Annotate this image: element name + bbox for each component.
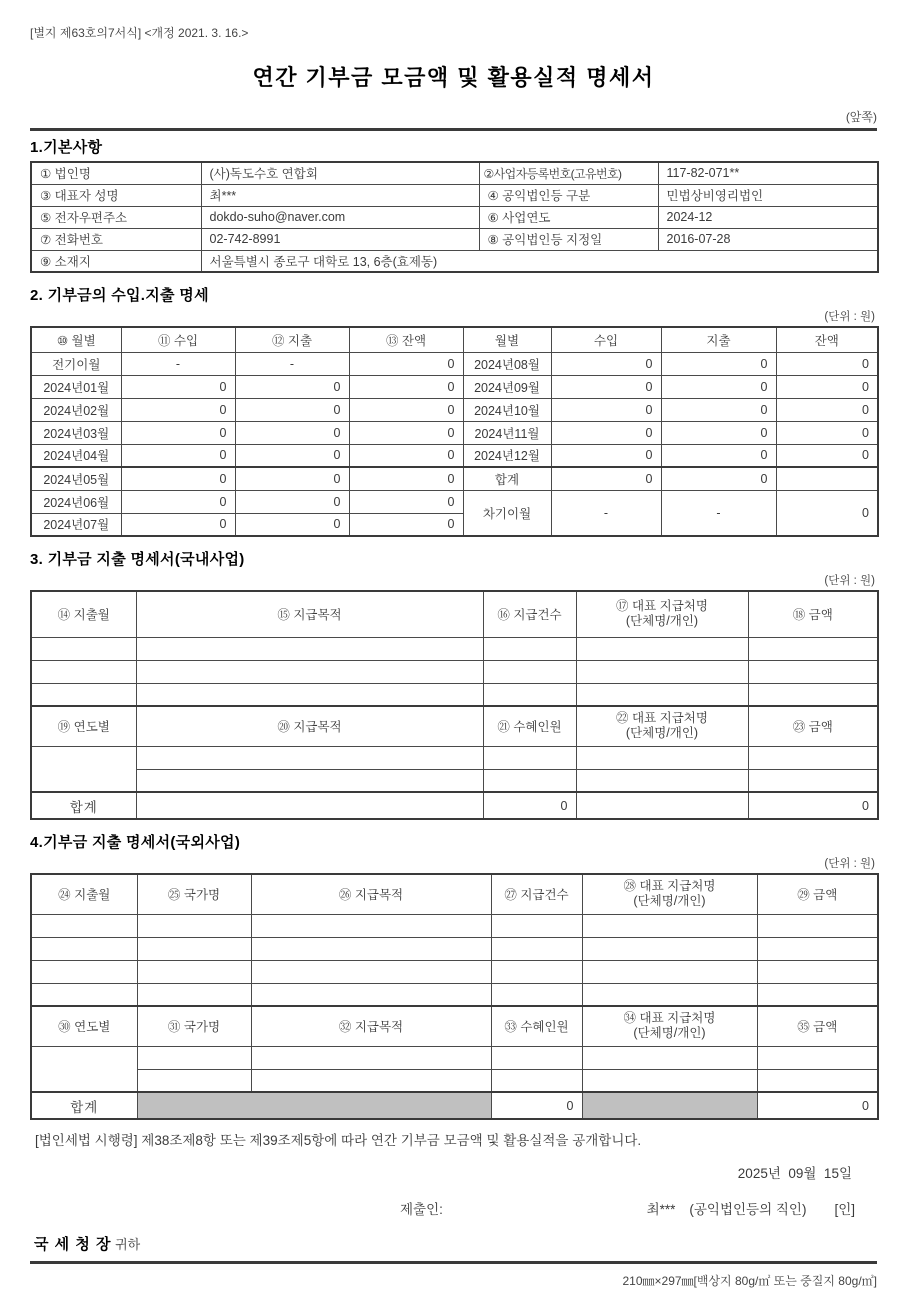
- payee-header: [582, 1006, 757, 1046]
- payee-header: [582, 874, 757, 914]
- payee-header-line2: (단체명/개인): [625, 726, 699, 741]
- designation-date-label: ⑧ 공익법인등 지정일: [479, 228, 658, 250]
- unit-label: (단위 : 원): [824, 575, 875, 587]
- empty-cell: [491, 983, 582, 1006]
- declaration-text: [법인세법 시행령] 제38조제8항 또는 제39조제5항에 따라 연간 기부금 모금액 및 활용실적을 공개합니다.: [35, 1133, 642, 1148]
- empty-cell: [31, 683, 136, 706]
- section2-title: 2. 기부금의 수입.지출 명세: [30, 287, 209, 304]
- expense-month-header: ㉔ 지출월: [31, 874, 137, 914]
- balance-cell: 0: [349, 490, 463, 513]
- biz-reg-no-label: ②사업자등록번호(고유번호): [479, 162, 658, 184]
- country-header: ㉛ 국가명: [137, 1006, 251, 1046]
- empty-cell: [137, 1069, 251, 1092]
- page-title: 연간 기부금 모금액 및 활용실적 명세서: [252, 65, 655, 90]
- seal-mark: [인]: [834, 1202, 855, 1217]
- empty-cell: [251, 1069, 491, 1092]
- total-amount-cell: 0: [748, 792, 878, 819]
- payment-purpose-header: ㉜ 지급목적: [251, 1006, 491, 1046]
- month-cell: 전기이월: [31, 352, 121, 375]
- email-value: dokdo-suho@naver.com: [201, 206, 479, 228]
- empty-cell: [251, 914, 491, 937]
- payee-header-line2: (단체명/개인): [625, 614, 699, 629]
- month-cell: 2024년02월: [31, 398, 121, 421]
- empty-cell: [576, 746, 748, 769]
- phone-label: ⑦ 전화번호: [31, 228, 201, 250]
- recipient-name: 국 세 청 장: [34, 1236, 112, 1253]
- empty-cell: [31, 983, 137, 1006]
- month-cell: 2024년11월: [463, 421, 551, 444]
- balance-cell: 0: [349, 421, 463, 444]
- table-row: [31, 683, 878, 706]
- empty-cell: [582, 983, 757, 1006]
- empty-cell: [137, 983, 251, 1006]
- balance-header: ⑬ 잔액: [349, 327, 463, 352]
- month-cell: 2024년07월: [31, 513, 121, 536]
- expense-cell: 0: [235, 444, 349, 467]
- income-expense-table: [30, 326, 879, 537]
- empty-cell: [491, 937, 582, 960]
- table-row: [31, 660, 878, 683]
- table-row: [31, 184, 878, 206]
- empty-cell: [582, 1046, 757, 1069]
- table-row: [31, 983, 878, 1006]
- payee-header-line2: (단체명/개인): [633, 894, 706, 909]
- month-cell: 2024년09월: [463, 375, 551, 398]
- biz-reg-no-value: 117-82-071**: [658, 162, 878, 184]
- front-side-label: (앞쪽): [845, 110, 877, 124]
- empty-cell: [251, 937, 491, 960]
- income-cell: 0: [551, 398, 661, 421]
- empty-cell: [483, 683, 576, 706]
- expense-cell: 0: [661, 444, 776, 467]
- empty-cell: [137, 1046, 251, 1069]
- month-header: ⑩ 월별: [31, 327, 121, 352]
- month-cell: 2024년01월: [31, 375, 121, 398]
- org-type-label: ④ 공익법인등 구분: [479, 184, 658, 206]
- table-row: [31, 1069, 878, 1092]
- expense-cell: 0: [661, 375, 776, 398]
- table-row: [31, 769, 878, 792]
- amount-header: ⑱ 금액: [748, 591, 878, 637]
- empty-cell: [137, 937, 251, 960]
- empty-cell: [137, 914, 251, 937]
- table-row: [31, 228, 878, 250]
- table-header-row: [31, 1006, 878, 1046]
- corp-name-label: ① 법인명: [31, 162, 201, 184]
- carryforward-label-cell: 차기이월: [463, 490, 551, 536]
- empty-cell: [757, 937, 878, 960]
- month-cell: 2024년03월: [31, 421, 121, 444]
- income-cell: 0: [551, 421, 661, 444]
- income-cell: 0: [121, 421, 235, 444]
- payment-count-header: ⑯ 지급건수: [483, 591, 576, 637]
- empty-cell: [136, 660, 483, 683]
- representative-value: 최***: [201, 184, 479, 206]
- expense-cell: 0: [235, 490, 349, 513]
- table-header-row: [31, 706, 878, 746]
- empty-cell: [483, 660, 576, 683]
- income-cell: 0: [551, 375, 661, 398]
- table-row: [31, 637, 878, 660]
- empty-cell: [136, 769, 483, 792]
- balance-cell: 0: [349, 467, 463, 490]
- empty-cell: [582, 914, 757, 937]
- table-row: [31, 398, 878, 421]
- income-cell: 0: [551, 444, 661, 467]
- empty-cell: [757, 983, 878, 1006]
- income-cell: 0: [121, 513, 235, 536]
- empty-cell: [582, 937, 757, 960]
- income-cell: 0: [121, 467, 235, 490]
- balance-cell: 0: [349, 375, 463, 398]
- table-row: [31, 746, 878, 769]
- income-cell: 0: [121, 375, 235, 398]
- submitter-row: [30, 1198, 877, 1218]
- empty-cell: [136, 746, 483, 769]
- balance-cell: 0: [349, 398, 463, 421]
- yearly-header: ㉚ 연도별: [31, 1006, 137, 1046]
- empty-cell: [576, 792, 748, 819]
- table-row: [31, 467, 878, 490]
- income-cell: 0: [551, 352, 661, 375]
- total-income-cell: 0: [551, 467, 661, 490]
- table-row: [31, 250, 878, 272]
- expense-header: 지출: [661, 327, 776, 352]
- recipient-row: [30, 1233, 877, 1254]
- basic-info-table: [30, 161, 879, 273]
- paper-size-note: 210㎜×297㎜[백상지 80g/㎡ 또는 중질지 80g/㎡]: [622, 1273, 877, 1288]
- empty-cell: [136, 683, 483, 706]
- expense-cell: 0: [661, 398, 776, 421]
- unit-label: (단위 : 원): [824, 311, 875, 323]
- balance-cell: 0: [349, 444, 463, 467]
- empty-cell: [748, 660, 878, 683]
- total-label-cell: 합계: [463, 467, 551, 490]
- month-cell: 2024년12월: [463, 444, 551, 467]
- total-expense-cell: 0: [661, 467, 776, 490]
- table-row: [31, 375, 878, 398]
- expense-cell: 0: [235, 421, 349, 444]
- balance-cell: 0: [349, 513, 463, 536]
- empty-cell: [251, 960, 491, 983]
- carryforward-income-cell: -: [551, 490, 661, 536]
- empty-cell: [757, 1046, 878, 1069]
- income-cell: 0: [121, 444, 235, 467]
- empty-cell: [483, 769, 576, 792]
- empty-cell: [491, 1046, 582, 1069]
- table-row: [31, 1046, 878, 1069]
- empty-cell: [31, 660, 136, 683]
- empty-cell: [31, 1046, 137, 1092]
- unit-label: (단위 : 원): [824, 858, 875, 870]
- empty-cell: [251, 983, 491, 1006]
- empty-cell: [31, 746, 136, 792]
- expense-header: ⑫ 지출: [235, 327, 349, 352]
- total-label-cell: 합계: [31, 1092, 137, 1119]
- empty-cell: [576, 683, 748, 706]
- expense-cell: 0: [235, 513, 349, 536]
- month-cell: 2024년08월: [463, 352, 551, 375]
- empty-cell: [491, 960, 582, 983]
- table-row: [31, 914, 878, 937]
- month-cell: 2024년04월: [31, 444, 121, 467]
- amount-header: ㉓ 금액: [748, 706, 878, 746]
- empty-cell: [251, 1046, 491, 1069]
- amount-header: ㉟ 금액: [757, 1006, 878, 1046]
- expense-cell: -: [235, 352, 349, 375]
- month-header: 월별: [463, 327, 551, 352]
- payee-header: [576, 591, 748, 637]
- total-balance-cell: [776, 467, 878, 490]
- shaded-cell: [137, 1092, 491, 1119]
- table-row: [31, 937, 878, 960]
- empty-cell: [576, 637, 748, 660]
- empty-cell: [136, 637, 483, 660]
- address-label: ⑨ 소재지: [31, 250, 201, 272]
- table-row: [31, 444, 878, 467]
- payee-header-line1: ㉘ 대표 지급처명: [623, 879, 716, 894]
- recipient-suffix: 귀하: [115, 1237, 141, 1252]
- fiscal-year-value: 2024-12: [658, 206, 878, 228]
- domestic-expense-table: [30, 590, 879, 820]
- payment-purpose-header: ⑮ 지급목적: [136, 591, 483, 637]
- top-rule: [30, 128, 877, 131]
- address-value: 서울특별시 종로구 대학로 13, 6층(효제동): [201, 250, 878, 272]
- balance-header: 잔액: [776, 327, 878, 352]
- expense-cell: 0: [235, 375, 349, 398]
- expense-month-header: ⑭ 지출월: [31, 591, 136, 637]
- payment-count-header: ㉗ 지급건수: [491, 874, 582, 914]
- empty-cell: [31, 914, 137, 937]
- balance-cell: 0: [776, 421, 878, 444]
- month-cell: 2024년06월: [31, 490, 121, 513]
- empty-cell: [491, 1069, 582, 1092]
- empty-cell: [31, 937, 137, 960]
- seal-note: (공익법인등의 직인): [689, 1202, 807, 1217]
- submitter-name: 최***: [646, 1202, 676, 1217]
- carryforward-balance-cell: 0: [776, 490, 878, 536]
- income-cell: 0: [121, 398, 235, 421]
- org-type-value: 민법상비영리법인: [658, 184, 878, 206]
- table-row: [31, 162, 878, 184]
- table-header-row: [31, 327, 878, 352]
- empty-cell: [582, 1069, 757, 1092]
- beneficiaries-header: ㉝ 수혜인원: [491, 1006, 582, 1046]
- month-cell: 2024년05월: [31, 467, 121, 490]
- income-cell: 0: [121, 490, 235, 513]
- balance-cell: 0: [349, 352, 463, 375]
- corp-name-value: (사)독도수호 연합회: [201, 162, 479, 184]
- empty-cell: [757, 1069, 878, 1092]
- empty-cell: [757, 914, 878, 937]
- payment-purpose-header: ⑳ 지급목적: [136, 706, 483, 746]
- total-row: [31, 792, 878, 819]
- empty-cell: [137, 960, 251, 983]
- payee-header-line1: ㉞ 대표 지급처명: [623, 1011, 716, 1026]
- empty-cell: [748, 683, 878, 706]
- designation-date-value: 2016-07-28: [658, 228, 878, 250]
- income-header: ⑪ 수입: [121, 327, 235, 352]
- submitter-signature: [647, 1198, 877, 1218]
- empty-cell: [31, 637, 136, 660]
- country-header: ㉕ 국가명: [137, 874, 251, 914]
- expense-cell: 0: [235, 467, 349, 490]
- table-row: [31, 352, 878, 375]
- yearly-header: ⑲ 연도별: [31, 706, 136, 746]
- submission-date: 2025년 09월 15일: [737, 1166, 852, 1181]
- section1-title: 1.기본사항: [30, 139, 103, 156]
- empty-cell: [483, 746, 576, 769]
- total-amount-cell: 0: [757, 1092, 878, 1119]
- empty-cell: [491, 914, 582, 937]
- payee-header-line1: ⑰ 대표 지급처명: [616, 599, 708, 614]
- bottom-rule: [30, 1261, 877, 1264]
- empty-cell: [748, 746, 878, 769]
- table-header-row: [31, 591, 878, 637]
- section4-title: 4.기부금 지출 명세서(국외사업): [30, 834, 241, 851]
- empty-cell: [31, 960, 137, 983]
- income-cell: -: [121, 352, 235, 375]
- table-row: [31, 421, 878, 444]
- expense-cell: 0: [661, 421, 776, 444]
- submitter-label: 제출인:: [400, 1202, 443, 1217]
- empty-cell: [757, 960, 878, 983]
- empty-cell: [576, 660, 748, 683]
- amount-header: ㉙ 금액: [757, 874, 878, 914]
- phone-value: 02-742-8991: [201, 228, 479, 250]
- expense-cell: 0: [661, 352, 776, 375]
- fiscal-year-label: ⑥ 사업연도: [479, 206, 658, 228]
- income-header: 수입: [551, 327, 661, 352]
- carryforward-expense-cell: -: [661, 490, 776, 536]
- total-count-cell: 0: [483, 792, 576, 819]
- balance-cell: 0: [776, 444, 878, 467]
- shaded-cell: [582, 1092, 757, 1119]
- empty-cell: [483, 637, 576, 660]
- table-row: [31, 206, 878, 228]
- balance-cell: 0: [776, 398, 878, 421]
- month-cell: 2024년10월: [463, 398, 551, 421]
- expense-cell: 0: [235, 398, 349, 421]
- balance-cell: 0: [776, 375, 878, 398]
- payment-purpose-header: ㉖ 지급목적: [251, 874, 491, 914]
- payee-header-line1: ㉒ 대표 지급처명: [616, 711, 708, 726]
- payee-header: [576, 706, 748, 746]
- section3-title: 3. 기부금 지출 명세서(국내사업): [30, 551, 245, 568]
- overseas-expense-table: [30, 873, 879, 1120]
- total-row: [31, 1092, 878, 1119]
- email-label: ⑤ 전자우편주소: [31, 206, 201, 228]
- empty-cell: [582, 960, 757, 983]
- empty-cell: [576, 769, 748, 792]
- empty-cell: [748, 769, 878, 792]
- empty-cell: [748, 637, 878, 660]
- table-header-row: [31, 874, 878, 914]
- beneficiaries-header: ㉑ 수혜인원: [483, 706, 576, 746]
- payee-header-line2: (단체명/개인): [633, 1026, 706, 1041]
- total-label-cell: 합계: [31, 792, 136, 819]
- table-row: [31, 490, 878, 513]
- representative-label: ③ 대표자 성명: [31, 184, 201, 206]
- total-count-cell: 0: [491, 1092, 582, 1119]
- balance-cell: 0: [776, 352, 878, 375]
- table-row: [31, 960, 878, 983]
- form-number-note: [별지 제63호의7서식] <개정 2021. 3. 16.>: [30, 26, 249, 40]
- empty-cell: [136, 792, 483, 819]
